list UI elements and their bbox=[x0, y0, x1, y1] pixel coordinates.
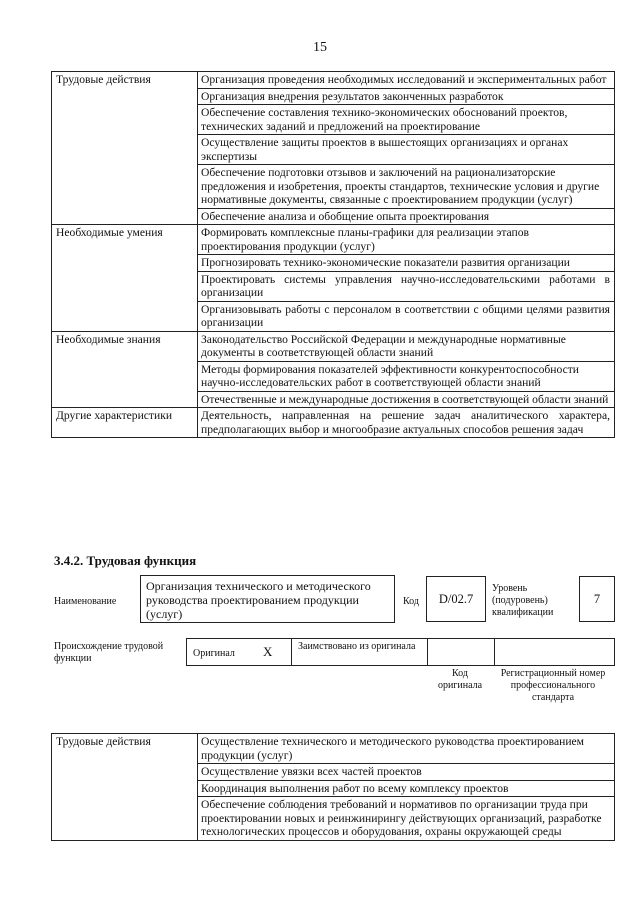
original-mark: X bbox=[263, 644, 273, 659]
borrowed-label: Заимствовано из оригинала bbox=[298, 641, 416, 652]
code-original-cell bbox=[427, 638, 495, 666]
function-name-field: Организация технического и методического руководства проектированием продукции (услуг) bbox=[140, 575, 395, 623]
table-row bbox=[52, 225, 615, 255]
table-cell: Обеспечение подготовки отзывов и заключений на рационализаторские предложения и изобретения, проекты стандартов, технические условия и другие нормативные документы, связанные с проектированием продукции (услуг) bbox=[198, 165, 615, 209]
table-cell: Методы формирования показателей эффективности конкурентоспособности научно-исследовательских работ в соответствующей области знаний bbox=[198, 361, 615, 391]
row-label: Необходимые умения bbox=[52, 225, 198, 332]
table-cell: Отечественные и международные достижения в соответствующей области знаний bbox=[198, 391, 615, 408]
table-cell: Организация проведения необходимых исследований и экспериментальных работ bbox=[198, 72, 615, 89]
section-heading: 3.4.2. Трудовая функция bbox=[54, 553, 197, 568]
table-cell: Осуществление увязки всех частей проектов bbox=[198, 764, 615, 781]
table-cell: Осуществление защиты проектов в вышестоящих организациях и органах экспертизы bbox=[198, 135, 615, 165]
table-cell: Осуществление технического и методического руководства проектированием продукции (услуг) bbox=[198, 734, 615, 764]
borrowed-cell bbox=[291, 638, 428, 666]
table-cell: Организация внедрения результатов законченных разработок bbox=[198, 88, 615, 105]
origin-label: Происхождение трудовой функции bbox=[54, 641, 164, 664]
code-original-caption: Код оригинала bbox=[437, 668, 483, 691]
table-cell: Координация выполнения работ по всему комплексу проектов bbox=[198, 780, 615, 797]
origin-row bbox=[186, 638, 615, 666]
table-cell: Прогнозировать технико-экономические показатели развития организации bbox=[198, 255, 615, 272]
qualification-level-label: Уровень (подуровень) квалификации bbox=[492, 583, 554, 618]
reg-number-cell bbox=[494, 638, 615, 666]
table-cell: Законодательство Российской Федерации и международные нормативные документы в соответствующей области знаний bbox=[198, 331, 615, 361]
table-cell: Организовывать работы с персоналом в соответствии с общими целями развития организации bbox=[198, 301, 615, 331]
row-label: Необходимые знания bbox=[52, 331, 198, 408]
name-label: Наименование bbox=[54, 596, 117, 607]
table-cell: Деятельность, направленная на решение задач аналитического характера, предполагающих выбор и многообразие актуальных способов решения задач bbox=[198, 408, 615, 438]
row-label: Трудовые действия bbox=[52, 734, 198, 841]
table-cell: Формировать комплексные планы-графики для реализации этапов проектирования продукции (услуг) bbox=[198, 225, 615, 255]
table-cell: Обеспечение анализа и обобщение опыта проектирования bbox=[198, 208, 615, 225]
row-label: Другие характеристики bbox=[52, 408, 198, 438]
function-code-field: D/02.7 bbox=[426, 576, 486, 622]
table-row bbox=[52, 72, 615, 89]
qualification-level-field: 7 bbox=[579, 576, 615, 622]
page-number: 15 bbox=[313, 40, 327, 55]
row-label: Трудовые действия bbox=[52, 72, 198, 225]
labor-actions-table bbox=[51, 733, 615, 841]
table-cell: Обеспечение составления технико-экономических обоснований проектов, технических заданий и предложений на проектирование bbox=[198, 105, 615, 135]
original-label: Оригинал bbox=[193, 648, 235, 659]
table-row bbox=[52, 734, 615, 764]
table-row bbox=[52, 331, 615, 361]
code-label: Код bbox=[403, 596, 419, 607]
table-row bbox=[52, 408, 615, 438]
table-cell: Обеспечение соблюдения требований и нормативов по организации труда при проектировании новых и реинжинирингу действующих организаций, разработке технологических процессов и оборудования, охраны окружающей среды bbox=[198, 797, 615, 841]
reg-number-caption: Регистрационный номер профессионального стандарта bbox=[500, 668, 606, 703]
original-cell bbox=[186, 638, 292, 666]
table-cell: Проектировать системы управления научно-исследовательскими работами в организации bbox=[198, 271, 615, 301]
labor-function-table bbox=[51, 71, 615, 438]
